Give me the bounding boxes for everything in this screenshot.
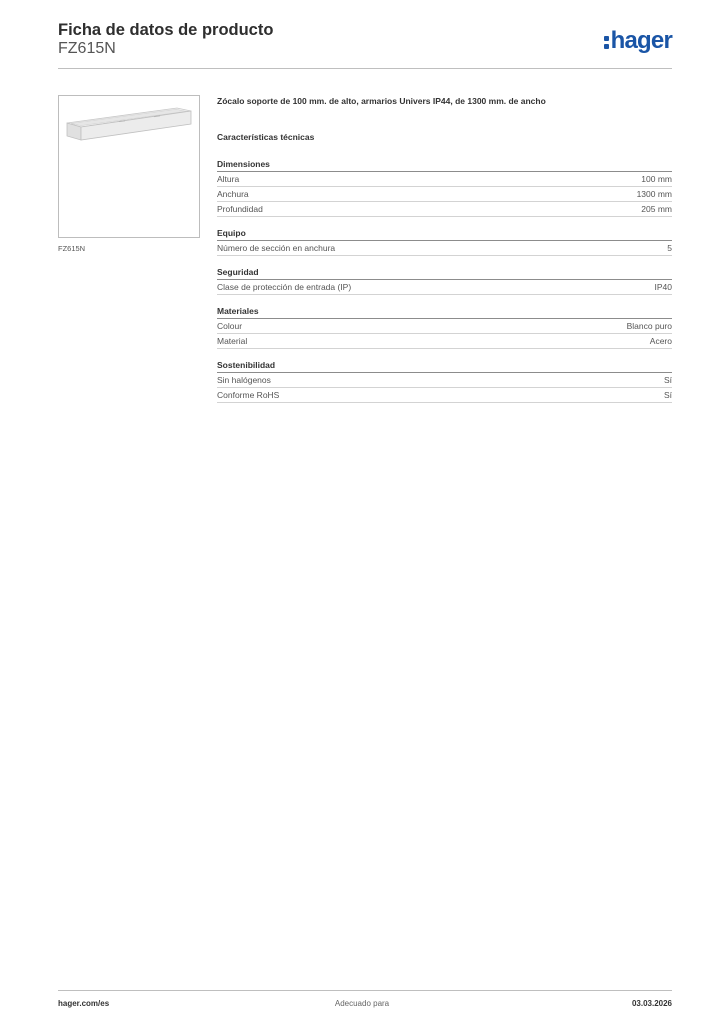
- product-image: [58, 95, 200, 238]
- spec-row-ip: [217, 280, 672, 295]
- spec-label: Clase de protección de entrada (IP): [217, 282, 352, 292]
- spec-value: Acero: [649, 336, 672, 346]
- spec-label: Material: [217, 336, 248, 346]
- section-title: Equipo: [217, 226, 672, 241]
- spec-value: IP40: [654, 282, 672, 292]
- hager-logo[interactable]: [604, 28, 672, 54]
- section-seguridad: [217, 265, 672, 295]
- spec-row-secciones: [217, 241, 672, 256]
- footer-website-link[interactable]: hager.com/es: [58, 999, 110, 1008]
- spec-content: [217, 94, 672, 403]
- spec-value: 100 mm: [641, 174, 672, 184]
- spec-value: Blanco puro: [626, 321, 672, 331]
- section-title: Sostenibilidad: [217, 358, 672, 373]
- section-title: Seguridad: [217, 265, 672, 280]
- spec-value: 5: [667, 243, 672, 253]
- spec-label: Colour: [217, 321, 243, 331]
- footer-center-text: Adecuado para: [334, 999, 390, 1008]
- section-title: Dimensiones: [217, 157, 672, 172]
- spec-label: Conforme RoHS: [217, 390, 280, 400]
- image-caption: FZ615N: [58, 244, 86, 253]
- spec-value: 1300 mm: [636, 189, 672, 199]
- spec-label: Número de sección en anchura: [217, 243, 336, 253]
- section-dimensiones: [217, 157, 672, 217]
- section-title: Materiales: [217, 304, 672, 319]
- spec-label: Sin halógenos: [217, 375, 271, 385]
- spec-label: Profundidad: [217, 204, 263, 214]
- logo-colon-icon: [604, 31, 610, 51]
- spec-value: Sí: [663, 375, 672, 385]
- section-materiales: [217, 304, 672, 349]
- spec-row-rohs: [217, 388, 672, 403]
- spec-row-material: [217, 334, 672, 349]
- spec-row-halogenos: [217, 373, 672, 388]
- spec-row-anchura: [217, 187, 672, 202]
- header-divider: [58, 68, 672, 69]
- plinth-base-image: [59, 96, 199, 237]
- spec-value: 205 mm: [641, 204, 672, 214]
- logo-text: hager: [610, 27, 672, 54]
- spec-value: Sí: [663, 390, 672, 400]
- spec-row-colour: [217, 319, 672, 334]
- footer-divider: [58, 990, 672, 991]
- spec-label: Altura: [217, 174, 240, 184]
- product-code: FZ615N: [58, 40, 116, 57]
- footer-date: 03.03.2026: [631, 999, 672, 1008]
- spec-row-altura: [217, 172, 672, 187]
- page-title: Ficha de datos de producto: [58, 21, 274, 39]
- section-equipo: [217, 226, 672, 256]
- technical-heading: Características técnicas: [217, 132, 315, 142]
- spec-row-profundidad: [217, 202, 672, 217]
- section-sostenibilidad: [217, 358, 672, 403]
- product-description: Zócalo soporte de 100 mm. de alto, armarios Univers IP44, de 1300 mm. de ancho: [217, 96, 546, 106]
- spec-label: Anchura: [217, 189, 249, 199]
